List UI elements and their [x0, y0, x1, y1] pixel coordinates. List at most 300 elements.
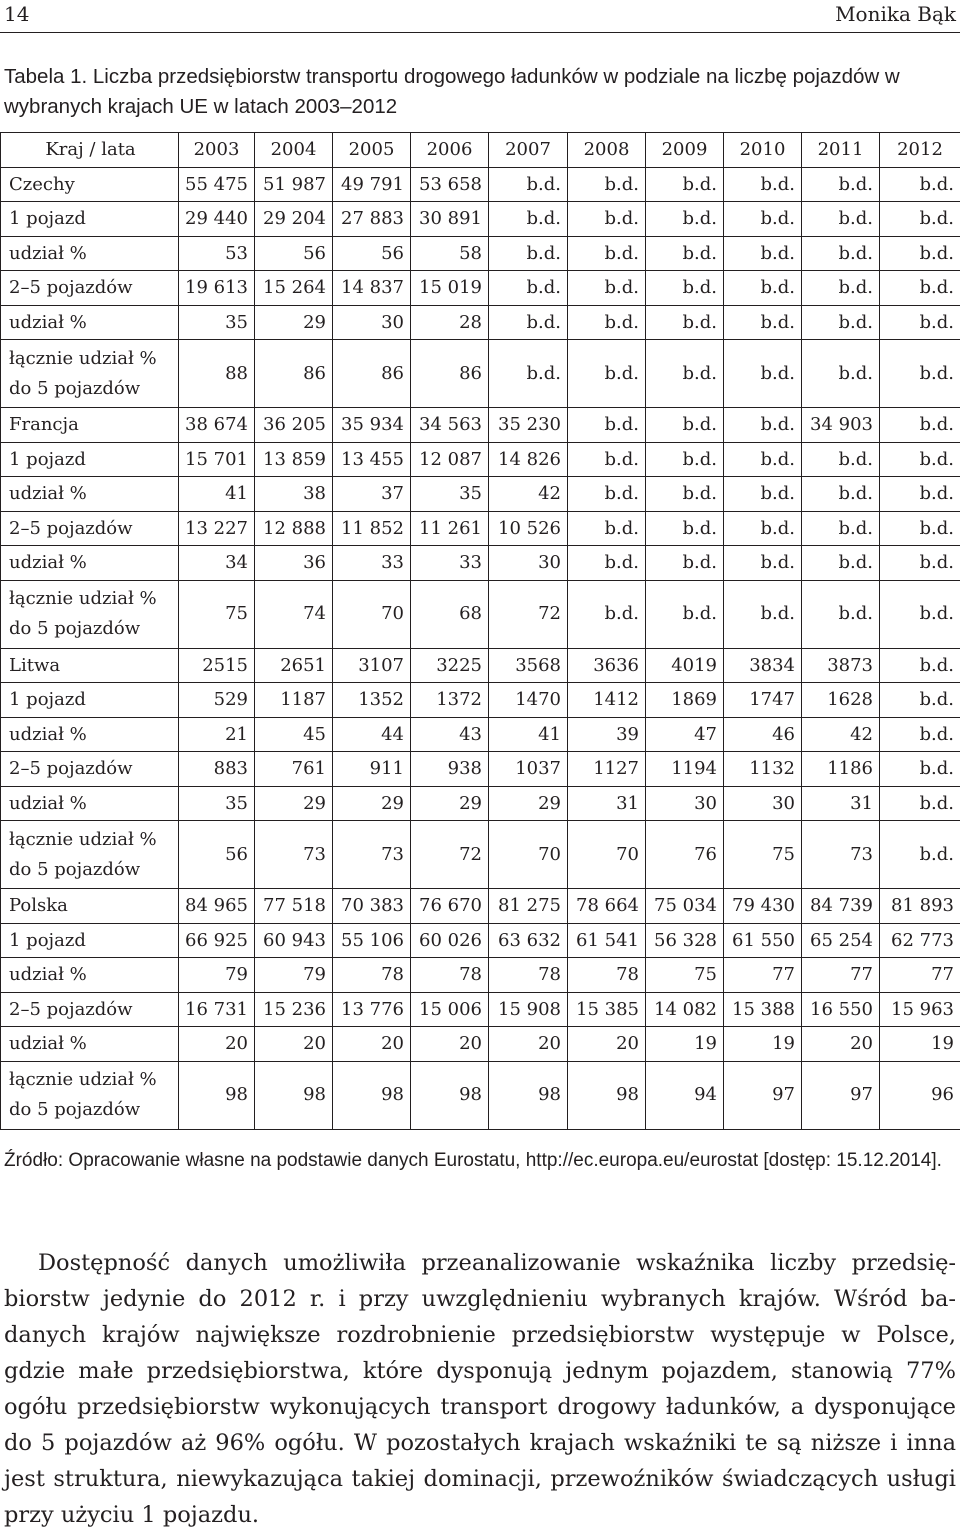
table-cell: 76 670	[411, 889, 489, 924]
table-cell: 98	[489, 1061, 568, 1129]
table-cell: 3834	[724, 648, 802, 683]
table-cell: 883	[179, 752, 255, 787]
table-cell: 35	[179, 305, 255, 340]
table-cell: 97	[802, 1061, 880, 1129]
table-cell: b.d.	[724, 442, 802, 477]
table-cell: 35 230	[489, 408, 568, 443]
table-cell: b.d.	[568, 167, 646, 202]
table-cell: b.d.	[802, 442, 880, 477]
table-cell: 15 908	[489, 992, 568, 1027]
table-cell: 3873	[802, 648, 880, 683]
table-cell: 70	[333, 580, 411, 648]
table-cell: 70 383	[333, 889, 411, 924]
table-cell: 1869	[646, 683, 724, 718]
table-cell: 15 236	[255, 992, 333, 1027]
row-label: udział %	[1, 958, 179, 993]
table-row	[1, 511, 960, 546]
table-cell: 29	[255, 305, 333, 340]
table-cell: 1186	[802, 752, 880, 787]
table-cell: b.d.	[724, 511, 802, 546]
table-cell: b.d.	[568, 305, 646, 340]
running-head-author: Monika Bąk	[835, 2, 956, 26]
table-cell: b.d.	[568, 271, 646, 306]
table-cell: 12 087	[411, 442, 489, 477]
table-cell: 14 082	[646, 992, 724, 1027]
source-note: Źródło: Opracowanie własne na podstawie danych Eurostatu, http://ec.europa.eu/eurostat [dostęp: 15.12.2014].	[4, 1146, 956, 1176]
table-cell: b.d.	[880, 752, 960, 787]
table-row	[1, 167, 960, 202]
table-cell: 36 205	[255, 408, 333, 443]
table-cell: 75	[646, 958, 724, 993]
row-label: 1 pojazd	[1, 202, 179, 237]
table-cell: 20	[411, 1027, 489, 1062]
table-cell: b.d.	[646, 546, 724, 581]
table-cell: 46	[724, 717, 802, 752]
table-cell: 73	[255, 821, 333, 889]
table-cell: b.d.	[880, 580, 960, 648]
table-cell: b.d.	[880, 408, 960, 443]
table-cell: 20	[179, 1027, 255, 1062]
table-cell: 1470	[489, 683, 568, 718]
table-cell: 20	[333, 1027, 411, 1062]
table-cell: 29 204	[255, 202, 333, 237]
table-row	[1, 889, 960, 924]
table-row	[1, 752, 960, 787]
table-cell: b.d.	[489, 236, 568, 271]
table-cell: b.d.	[880, 821, 960, 889]
table-cell: 19	[724, 1027, 802, 1062]
table-cell: 30	[724, 786, 802, 821]
table-cell: b.d.	[802, 167, 880, 202]
table-cell: 65 254	[802, 923, 880, 958]
table-cell: 13 227	[179, 511, 255, 546]
table-cell: 15 963	[880, 992, 960, 1027]
table-cell: 1127	[568, 752, 646, 787]
table-cell: b.d.	[880, 202, 960, 237]
table-cell: b.d.	[802, 580, 880, 648]
table-cell: 30	[333, 305, 411, 340]
table-cell: 3636	[568, 648, 646, 683]
table-cell: 20	[255, 1027, 333, 1062]
table-cell: 98	[411, 1061, 489, 1129]
table-cell: 42	[802, 717, 880, 752]
table-cell: 35	[411, 477, 489, 512]
table-cell: 27 883	[333, 202, 411, 237]
column-header-year: 2003	[179, 133, 255, 168]
table-row	[1, 305, 960, 340]
table-cell: 1352	[333, 683, 411, 718]
table-cell: b.d.	[724, 546, 802, 581]
row-label: udział %	[1, 477, 179, 512]
table-cell: b.d.	[646, 236, 724, 271]
table-cell: 19	[646, 1027, 724, 1062]
table-cell: 88	[179, 340, 255, 408]
table-cell: 29	[489, 786, 568, 821]
table-row	[1, 580, 960, 648]
table-cell: 70	[568, 821, 646, 889]
table-cell: b.d.	[568, 580, 646, 648]
table-cell: 28	[411, 305, 489, 340]
table-cell: b.d.	[489, 202, 568, 237]
row-label: Litwa	[1, 648, 179, 683]
table-cell: 73	[802, 821, 880, 889]
table-cell: 53 658	[411, 167, 489, 202]
table-cell: b.d.	[646, 202, 724, 237]
table-cell: 1037	[489, 752, 568, 787]
table-cell: 33	[333, 546, 411, 581]
table-cell: b.d.	[724, 271, 802, 306]
table-cell: 68	[411, 580, 489, 648]
table-cell: b.d.	[880, 511, 960, 546]
table-cell: b.d.	[802, 271, 880, 306]
table-cell: 55 106	[333, 923, 411, 958]
table-cell: 15 264	[255, 271, 333, 306]
table-cell: 56	[333, 236, 411, 271]
table-row	[1, 648, 960, 683]
table-cell: 20	[568, 1027, 646, 1062]
table-cell: 44	[333, 717, 411, 752]
table-row	[1, 236, 960, 271]
table-cell: 76	[646, 821, 724, 889]
table-cell: 37	[333, 477, 411, 512]
table-cell: 77 518	[255, 889, 333, 924]
table-cell: b.d.	[802, 305, 880, 340]
table-cell: 81 893	[880, 889, 960, 924]
table-cell: 33	[411, 546, 489, 581]
table-row	[1, 340, 960, 408]
table-cell: b.d.	[802, 511, 880, 546]
table-cell: 53	[179, 236, 255, 271]
table-cell: 77	[880, 958, 960, 993]
table-cell: 34 563	[411, 408, 489, 443]
table-cell: 1132	[724, 752, 802, 787]
table-cell: 3107	[333, 648, 411, 683]
table-row	[1, 1061, 960, 1129]
table-cell: 49 791	[333, 167, 411, 202]
table-cell: 12 888	[255, 511, 333, 546]
row-label: Polska	[1, 889, 179, 924]
table-cell: 13 776	[333, 992, 411, 1027]
table-row	[1, 821, 960, 889]
table-cell: 15 701	[179, 442, 255, 477]
table-cell: 29	[333, 786, 411, 821]
table-cell: 29	[411, 786, 489, 821]
table-row	[1, 1027, 960, 1062]
table-cell: b.d.	[880, 271, 960, 306]
table-cell: 35	[179, 786, 255, 821]
table-row	[1, 717, 960, 752]
table-cell: 31	[802, 786, 880, 821]
table-cell: b.d.	[489, 305, 568, 340]
table-cell: 19	[880, 1027, 960, 1062]
table-cell: 16 731	[179, 992, 255, 1027]
table-cell: 1412	[568, 683, 646, 718]
table-cell: 30	[489, 546, 568, 581]
table-cell: b.d.	[489, 271, 568, 306]
table-cell: 79	[179, 958, 255, 993]
table-cell: b.d.	[646, 167, 724, 202]
table-cell: b.d.	[802, 236, 880, 271]
table-cell: b.d.	[646, 511, 724, 546]
row-label: 2–5 pojazdów	[1, 511, 179, 546]
table-cell: 4019	[646, 648, 724, 683]
table-cell: 911	[333, 752, 411, 787]
table-cell: b.d.	[802, 477, 880, 512]
table-cell: b.d.	[724, 340, 802, 408]
table-cell: 97	[724, 1061, 802, 1129]
table-cell: 30 891	[411, 202, 489, 237]
table-cell: b.d.	[724, 236, 802, 271]
table-cell: 3568	[489, 648, 568, 683]
row-label: łącznie udział % do 5 pojazdów	[1, 1061, 179, 1129]
table-cell: b.d.	[568, 340, 646, 408]
table-cell: 84 739	[802, 889, 880, 924]
table-row	[1, 786, 960, 821]
table-cell: b.d.	[568, 477, 646, 512]
table-cell: b.d.	[880, 683, 960, 718]
table-cell: 58	[411, 236, 489, 271]
table-cell: b.d.	[568, 546, 646, 581]
table-cell: 10 526	[489, 511, 568, 546]
table-cell: b.d.	[880, 167, 960, 202]
table-cell: 72	[489, 580, 568, 648]
column-header-year: 2006	[411, 133, 489, 168]
table-cell: 56	[179, 821, 255, 889]
table-cell: b.d.	[880, 236, 960, 271]
row-label: udział %	[1, 305, 179, 340]
table-cell: b.d.	[646, 442, 724, 477]
table-cell: 81 275	[489, 889, 568, 924]
table-cell: b.d.	[724, 202, 802, 237]
table-cell: 21	[179, 717, 255, 752]
table-header-row	[1, 133, 960, 168]
table-row	[1, 202, 960, 237]
table-cell: 2651	[255, 648, 333, 683]
table-cell: b.d.	[802, 546, 880, 581]
table-cell: b.d.	[880, 717, 960, 752]
table-cell: 74	[255, 580, 333, 648]
table-cell: 98	[568, 1061, 646, 1129]
table-cell: b.d.	[489, 340, 568, 408]
page-number: 14	[4, 2, 29, 26]
table-cell: 55 475	[179, 167, 255, 202]
row-label: łącznie udział % do 5 pojazdów	[1, 340, 179, 408]
column-header-year: 2011	[802, 133, 880, 168]
table-row	[1, 408, 960, 443]
table-cell: 39	[568, 717, 646, 752]
table-cell: 41	[489, 717, 568, 752]
table-cell: 41	[179, 477, 255, 512]
table-cell: b.d.	[880, 305, 960, 340]
table-cell: b.d.	[568, 408, 646, 443]
table-cell: 38	[255, 477, 333, 512]
table-cell: b.d.	[880, 786, 960, 821]
table-cell: b.d.	[646, 580, 724, 648]
table-cell: 60 943	[255, 923, 333, 958]
table-cell: 1747	[724, 683, 802, 718]
table-cell: 13 455	[333, 442, 411, 477]
row-label: udział %	[1, 546, 179, 581]
table-cell: 38 674	[179, 408, 255, 443]
row-label: Francja	[1, 408, 179, 443]
table-cell: 1372	[411, 683, 489, 718]
column-header-year: 2007	[489, 133, 568, 168]
row-label: łącznie udział % do 5 pojazdów	[1, 580, 179, 648]
table-cell: b.d.	[646, 477, 724, 512]
table-row	[1, 683, 960, 718]
column-header-year: 2004	[255, 133, 333, 168]
row-label: 1 pojazd	[1, 923, 179, 958]
row-label: 1 pojazd	[1, 442, 179, 477]
table-cell: 15 388	[724, 992, 802, 1027]
table-cell: 56 328	[646, 923, 724, 958]
table-row	[1, 992, 960, 1027]
table-cell: b.d.	[802, 340, 880, 408]
column-header-year: 2012	[880, 133, 960, 168]
table-row	[1, 442, 960, 477]
table-cell: 73	[333, 821, 411, 889]
table-row	[1, 271, 960, 306]
table-cell: 29 440	[179, 202, 255, 237]
table-cell: 77	[724, 958, 802, 993]
table-cell: 761	[255, 752, 333, 787]
table-cell: 1628	[802, 683, 880, 718]
table-cell: b.d.	[568, 511, 646, 546]
table-cell: 66 925	[179, 923, 255, 958]
table-cell: 43	[411, 717, 489, 752]
table-cell: b.d.	[568, 442, 646, 477]
data-table	[0, 132, 960, 1130]
row-label: udział %	[1, 1027, 179, 1062]
table-cell: 78 664	[568, 889, 646, 924]
table-cell: b.d.	[724, 580, 802, 648]
table-row	[1, 923, 960, 958]
table-cell: b.d.	[646, 305, 724, 340]
table-row	[1, 958, 960, 993]
table-row	[1, 477, 960, 512]
table-cell: 2515	[179, 648, 255, 683]
table-cell: b.d.	[568, 236, 646, 271]
table-cell: 14 837	[333, 271, 411, 306]
table-cell: 98	[255, 1061, 333, 1129]
table-cell: 47	[646, 717, 724, 752]
table-cell: 86	[333, 340, 411, 408]
row-label: udział %	[1, 717, 179, 752]
table-cell: 15 006	[411, 992, 489, 1027]
table-cell: 15 019	[411, 271, 489, 306]
row-label: 2–5 pojazdów	[1, 271, 179, 306]
table-cell: 78	[568, 958, 646, 993]
row-label: łącznie udział % do 5 pojazdów	[1, 821, 179, 889]
column-header-year: 2009	[646, 133, 724, 168]
table-caption: Tabela 1. Liczba przedsiębiorstw transportu drogowego ładunków w podziale na liczbę pojazdów w wybranych krajach UE w latach 2003–2012	[4, 62, 954, 122]
table-cell: 11 852	[333, 511, 411, 546]
table-cell: 96	[880, 1061, 960, 1129]
table-cell: 79 430	[724, 889, 802, 924]
table-cell: b.d.	[724, 408, 802, 443]
table-cell: 75	[179, 580, 255, 648]
table-cell: b.d.	[880, 648, 960, 683]
table-cell: b.d.	[880, 477, 960, 512]
table-cell: 13 859	[255, 442, 333, 477]
row-label: 1 pojazd	[1, 683, 179, 718]
body-paragraph: Dostępność danych umożliwiła przeanalizowanie wskaźnika liczby przedsiębiorstw jedynie do 2012 r. i przy uwzględnieniu wybranych krajów. Wśród badanych krajów największe rozdrobnienie przedsiębiorstw występuje w Polsce, gdzie małe przedsiębiorstwa, które dysponują jednym pojazdem, stanowią 77% ogółu przedsiębiorstw wykonujących transport drogowy ładunków, a dysponujące do 5 pojazdów aż 96% ogółu. W pozostałych krajach wskaźniki te są niższe i inna jest struktura, niewykazująca takiej dominacji, przewoźników świadczących usługi przy użyciu 1 pojazdu.	[4, 1245, 956, 1533]
table-cell: b.d.	[646, 340, 724, 408]
table-cell: 77	[802, 958, 880, 993]
row-label: udział %	[1, 236, 179, 271]
table-cell: 86	[411, 340, 489, 408]
table-cell: 61 550	[724, 923, 802, 958]
table-cell: 98	[179, 1061, 255, 1129]
table-cell: 938	[411, 752, 489, 787]
table-cell: 529	[179, 683, 255, 718]
table-cell: b.d.	[724, 305, 802, 340]
table-cell: b.d.	[802, 202, 880, 237]
table-cell: b.d.	[724, 477, 802, 512]
table-cell: 30	[646, 786, 724, 821]
column-header-year: 2010	[724, 133, 802, 168]
table-cell: 20	[489, 1027, 568, 1062]
table-cell: 20	[802, 1027, 880, 1062]
table-cell: 78	[411, 958, 489, 993]
table-cell: 75	[724, 821, 802, 889]
table-cell: 56	[255, 236, 333, 271]
table-cell: 35 934	[333, 408, 411, 443]
table-cell: 72	[411, 821, 489, 889]
table-cell: 60 026	[411, 923, 489, 958]
column-header-year: 2005	[333, 133, 411, 168]
row-label: 2–5 pojazdów	[1, 992, 179, 1027]
table-cell: 78	[333, 958, 411, 993]
table-cell: 45	[255, 717, 333, 752]
column-header-year: 2008	[568, 133, 646, 168]
table-row	[1, 546, 960, 581]
table-cell: 1187	[255, 683, 333, 718]
table-cell: 19 613	[179, 271, 255, 306]
table-cell: b.d.	[880, 546, 960, 581]
table-cell: 34	[179, 546, 255, 581]
row-label: udział %	[1, 786, 179, 821]
table-cell: b.d.	[646, 271, 724, 306]
table-cell: 70	[489, 821, 568, 889]
row-label: Czechy	[1, 167, 179, 202]
table-cell: 51 987	[255, 167, 333, 202]
table-cell: 14 826	[489, 442, 568, 477]
table-cell: 15 385	[568, 992, 646, 1027]
table-cell: b.d.	[880, 340, 960, 408]
table-cell: 78	[489, 958, 568, 993]
table-cell: 36	[255, 546, 333, 581]
column-header-country-year: Kraj / lata	[1, 133, 179, 168]
table-cell: 63 632	[489, 923, 568, 958]
table-cell: 29	[255, 786, 333, 821]
table-cell: 84 965	[179, 889, 255, 924]
table-cell: b.d.	[568, 202, 646, 237]
table-cell: 86	[255, 340, 333, 408]
table-cell: 75 034	[646, 889, 724, 924]
table-cell: 94	[646, 1061, 724, 1129]
table-cell: 34 903	[802, 408, 880, 443]
page-header	[0, 0, 960, 33]
table-cell: 1194	[646, 752, 724, 787]
row-label: 2–5 pojazdów	[1, 752, 179, 787]
table-cell: b.d.	[489, 167, 568, 202]
table-cell: b.d.	[646, 408, 724, 443]
table-cell: 3225	[411, 648, 489, 683]
table-cell: 61 541	[568, 923, 646, 958]
table-cell: 16 550	[802, 992, 880, 1027]
table-cell: b.d.	[880, 442, 960, 477]
